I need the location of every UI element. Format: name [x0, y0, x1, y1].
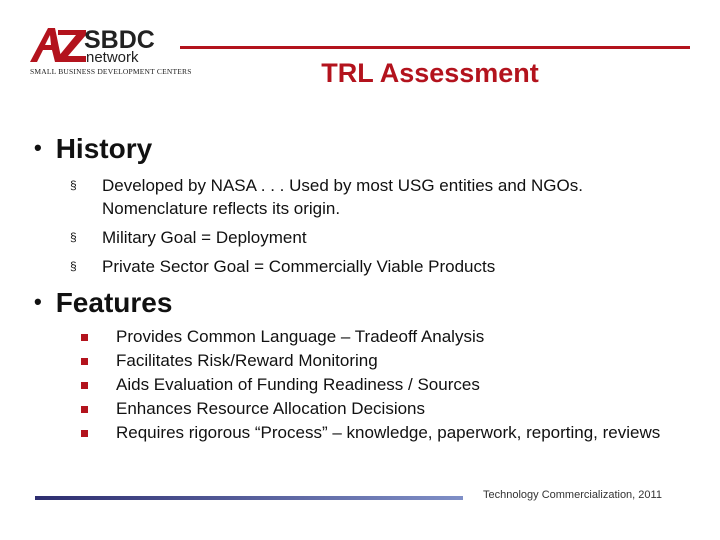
bullet-dot: • [34, 289, 42, 314]
section-bullet-icon: § [70, 259, 77, 273]
history-heading [34, 133, 152, 165]
logo-main-text: SBDC [84, 26, 155, 54]
feature-item-text: Facilitates Risk/Reward Monitoring [116, 351, 378, 370]
square-bullet-icon [81, 430, 88, 437]
square-bullet-icon [81, 334, 88, 341]
history-list [70, 174, 670, 284]
logo-sub-text: network [86, 49, 139, 66]
list-item [81, 327, 681, 347]
square-bullet-icon [81, 382, 88, 389]
section-bullet-icon: § [70, 230, 77, 244]
list-item [70, 255, 670, 278]
history-item-text: Military Goal = Deployment [102, 228, 307, 247]
features-heading [34, 287, 172, 319]
history-item-text: Private Sector Goal = Commercially Viable Products [102, 257, 496, 276]
list-item [81, 423, 681, 443]
bullet-dot: • [34, 135, 42, 160]
list-item [81, 375, 681, 395]
feature-item-text: Enhances Resource Allocation Decisions [116, 399, 426, 418]
footer-text: Technology Commercialization, 2011 [483, 489, 662, 501]
title-rule [180, 46, 690, 49]
list-item [70, 174, 670, 220]
history-item-text: Developed by NASA . . . Used by most USG entities and NGOs. Nomenclature reflects its origin. [102, 176, 583, 218]
history-heading-text: History [55, 133, 153, 164]
square-bullet-icon [81, 358, 88, 365]
list-item [81, 351, 681, 371]
az-sbdc-logo [28, 22, 192, 78]
list-item [81, 399, 681, 419]
features-list [81, 327, 681, 447]
feature-item-text: Aids Evaluation of Funding Readiness / Sources [116, 375, 480, 394]
slide-title: TRL Assessment [321, 58, 539, 88]
feature-item-text: Requires rigorous “Process” – knowledge, paperwork, reporting, reviews [116, 423, 661, 442]
logo-tagline: Small Business Development Centers [30, 67, 192, 76]
features-heading-text: Features [55, 287, 173, 318]
feature-item-text: Provides Common Language – Tradeoff Analysis [116, 327, 485, 346]
list-item [70, 226, 670, 249]
footer-rule [35, 496, 463, 500]
square-bullet-icon [81, 406, 88, 413]
section-bullet-icon: § [70, 178, 77, 192]
